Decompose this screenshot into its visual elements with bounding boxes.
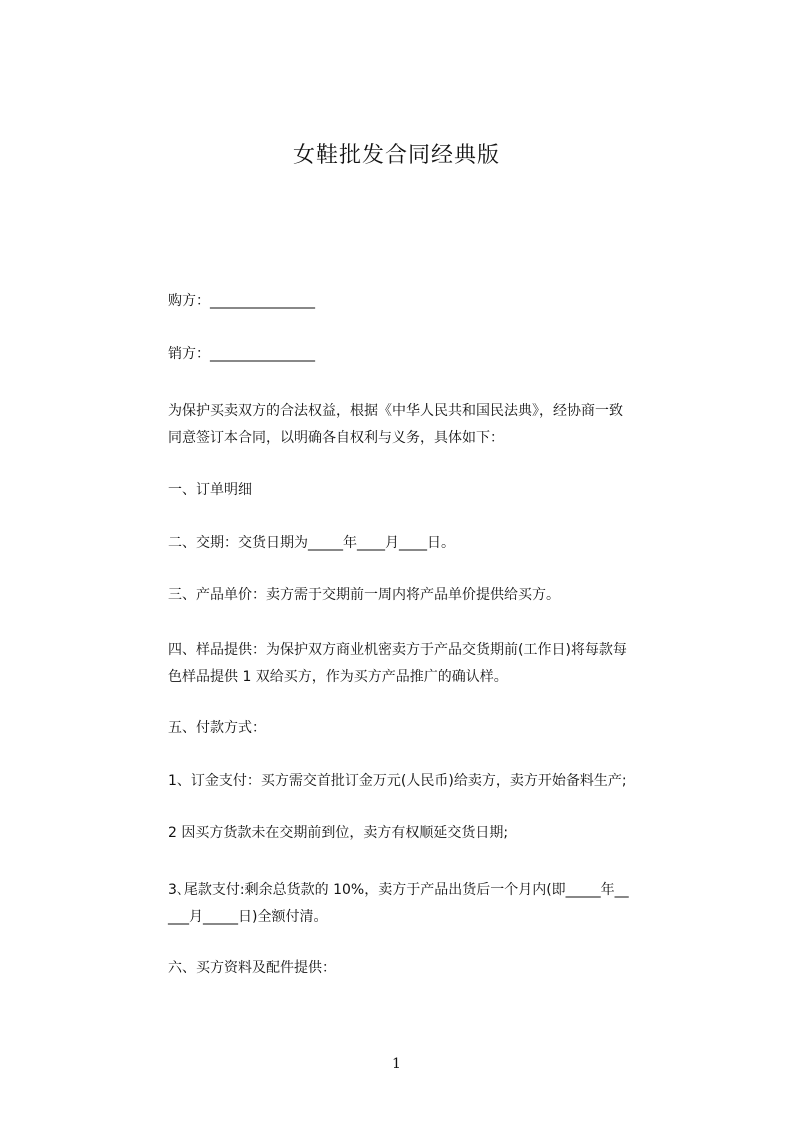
intro-line-2: 同意签订本合同，以明确各自权利与义务，具体如下： (168, 430, 504, 446)
section-delivery-date: 二、交期：交货日期为_____年____月____日。 (168, 535, 455, 551)
intro-line-1: 为保护买卖双方的合法权益，根据《中华人民共和国民法典》，经协商一致 (168, 403, 623, 419)
balance-line-2: ___月_____日)全额付清。 (168, 909, 328, 925)
intro-paragraph (168, 398, 713, 452)
page-number: 1 (392, 1056, 401, 1072)
balance-line-1: 3､尾款支付:剩余总货款的 10%，卖方于产品出货后一个月内(即_____年__ (168, 882, 629, 898)
section-samples (168, 637, 713, 691)
seller-line: 销方：_______________ (168, 346, 315, 362)
buyer-line: 购方：_______________ (168, 293, 315, 309)
payment-deposit: 1、订金支付：买方需交首批订金万元(人民币)给卖方，卖方开始备料生产; (168, 773, 627, 789)
samples-line-2: 色样品提供 1 双给买方，作为买方产品推广的确认样。 (168, 669, 508, 685)
payment-balance (168, 877, 713, 931)
samples-line-1: 四、样品提供：为保护双方商业机密卖方于产品交货期前(工作日)将每款每 (168, 642, 627, 658)
section-order-details: 一、订单明细 (168, 482, 252, 498)
section-payment-method: 五、付款方式： (168, 720, 266, 736)
section-unit-price: 三、产品单价：卖方需于交期前一周内将产品单价提供给买方。 (168, 587, 560, 603)
document-title: 女鞋批发合同经典版 (292, 143, 500, 168)
payment-delay: 2 因买方货款未在交期前到位，卖方有权顺延交货日期; (168, 825, 509, 841)
section-buyer-materials: 六、买方资料及配件提供： (168, 960, 336, 976)
